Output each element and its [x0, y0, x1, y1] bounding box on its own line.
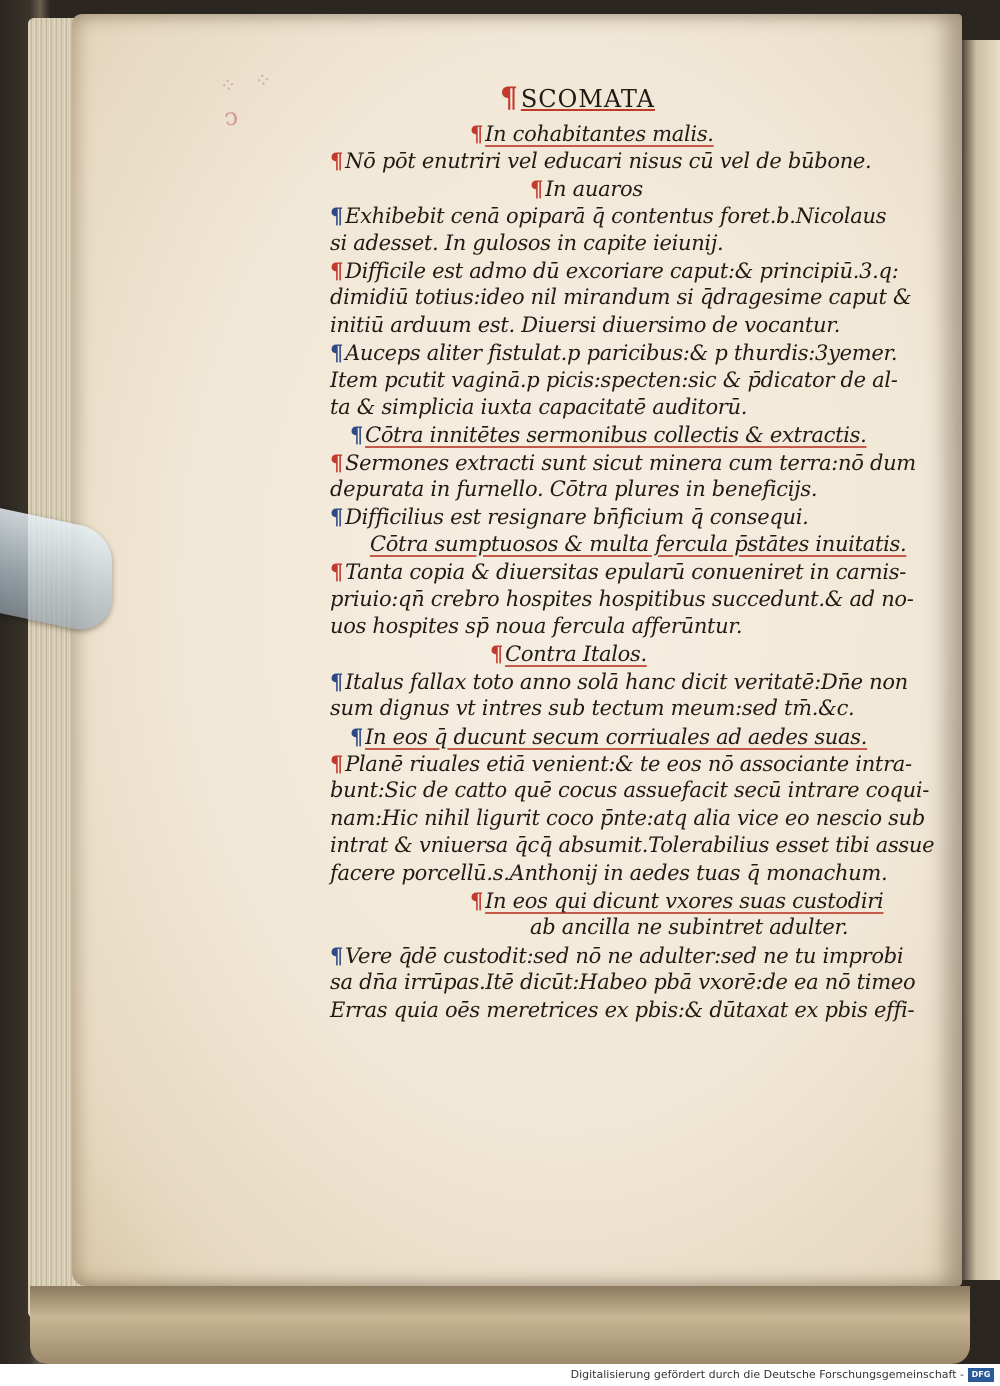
text-line — [310, 449, 916, 476]
text-line-content: nam:Hic nihil ligurit coco p̄nte:atq alia vice eo nescio sub — [330, 805, 926, 830]
text-line-content: Vere q̄dē custodit:sed nō ne adulter:sed ne tu improbi — [345, 943, 904, 968]
text-line-content: Difficile est admo dū excoriare caput:& principiū.3.q: — [345, 258, 899, 283]
text-line — [310, 476, 910, 503]
text-line — [310, 805, 926, 832]
text-line-content: Planē riuales etiā venient:& te eos nō associante intra- — [345, 751, 912, 776]
text-line — [310, 230, 910, 257]
pilcrow-icon: ¶ — [330, 340, 344, 366]
pilcrow-icon: ¶ — [330, 449, 344, 475]
pilcrow-icon: ¶ — [330, 559, 344, 585]
text-line — [310, 640, 910, 667]
facing-page-edge — [960, 40, 1000, 1280]
text-line — [310, 284, 910, 311]
text-line — [310, 175, 910, 202]
text-line — [310, 887, 910, 914]
pilcrow-icon: ¶ — [330, 257, 344, 283]
text-line-content: Sermones extracti sunt sicut minera cum terra:nō dum — [345, 450, 916, 475]
text-line — [310, 914, 910, 941]
text-line — [310, 312, 910, 339]
text-line-content: Cōtra sumptuosos & multa fercula p̄stātes inuitatis. — [370, 531, 907, 556]
text-line-content: In auaros — [545, 176, 643, 201]
footer-bar — [0, 1364, 1000, 1386]
text-line-content: depurata in furnello. Cōtra plures in beneficijs. — [330, 477, 818, 502]
text-line — [310, 750, 910, 777]
text-line-content: Nō pōt enutriri vel educari nisus cū vel de būbone. — [345, 149, 872, 174]
text-line-content: In cohabitantes malis. — [485, 122, 714, 146]
text-line-content: Tanta copia & diuersitas epularū conueniret in carnis- — [345, 560, 907, 585]
pilcrow-icon: ¶ — [330, 668, 344, 694]
text-line-content: si adesset. In gulosos in capite ieiunij. — [330, 230, 724, 255]
dfg-logo: DFG — [968, 1368, 994, 1382]
page-title: ¶SCOMATA — [500, 81, 655, 114]
pilcrow-icon: ¶ — [500, 81, 519, 114]
text-line-content: intrat & vniuersa q̄cq̄ absumit.Tolerabilius esset tibi assue — [330, 833, 935, 858]
pilcrow-icon: ¶ — [330, 148, 344, 174]
text-line-content: sum dignus vt intres sub tectum meum:sed tm̄.&c. — [330, 696, 855, 721]
text-line — [310, 860, 910, 887]
text-line-content: Cōtra innitētes sermonibus collectis & extractis. — [365, 423, 867, 448]
text-line-content: Difficilius est resignare bn̄ficium q̄ consequi. — [345, 505, 809, 530]
text-line — [310, 586, 914, 613]
pilcrow-icon: ¶ — [470, 887, 484, 913]
text-line-content: In eos qui dicunt vxores suas custodiri — [485, 888, 884, 913]
text-line-content: bunt:Sic de catto quē cocus assuefacit secū intrare coqui- — [330, 778, 930, 803]
text-line — [310, 394, 910, 421]
text-line-content: ab ancilla ne subintret adulter. — [530, 915, 849, 940]
text-line — [310, 668, 910, 695]
pilcrow-icon: ¶ — [330, 504, 344, 530]
pilcrow-icon: ¶ — [330, 203, 344, 229]
text-line — [310, 777, 930, 804]
text-line — [310, 723, 910, 750]
binding-bottom — [30, 1286, 970, 1364]
pilcrow-icon: ¶ — [350, 422, 364, 448]
text-line — [310, 997, 915, 1024]
text-line-content: priuio:qn̄ crebro hospites hospitibus succedunt.& ad no- — [330, 586, 914, 611]
pilcrow-icon: ¶ — [490, 641, 504, 667]
text-line-content: facere porcellū.s.Anthonij in aedes tuas q̄ monachum. — [330, 860, 888, 885]
text-line — [310, 339, 910, 366]
text-lines — [310, 120, 935, 1024]
text-line-content: In eos q̄ ducunt secum corriuales ad aedes suas. — [365, 724, 868, 749]
text-line — [310, 531, 910, 558]
text-line-content: dimidiū totius:ideo nil mirandum si q̄dragesime caput & — [330, 285, 912, 310]
pilcrow-icon: ¶ — [470, 121, 484, 146]
pilcrow-icon: ¶ — [530, 175, 544, 201]
page-text — [310, 81, 935, 1024]
text-line-content: uos hospites sp̄ noua fercula afferūntur. — [330, 614, 743, 639]
library-stamp: ⁘ ⁘ ↄ — [218, 66, 279, 132]
text-line-content: Auceps aliter fistulat.p paricibus:& p thurdis:3yemer. — [345, 341, 898, 366]
text-line — [310, 613, 910, 640]
text-line-content: Exhibebit cenā opiparā q̄ contentus foret.b.Nicolaus — [345, 204, 887, 229]
text-line — [310, 695, 910, 722]
text-line — [310, 503, 910, 530]
text-line — [310, 969, 916, 996]
text-line — [310, 147, 910, 174]
text-line — [310, 421, 910, 448]
text-line — [310, 367, 910, 394]
text-line — [310, 202, 910, 229]
text-line-content: Item pcutit vaginā.p picis:specten:sic & p̄dicator de al- — [330, 367, 898, 392]
text-line-content: ta & simplicia iuxta capacitatē auditorū. — [330, 394, 748, 419]
text-line-content: sa dn̄a irrūpas.Itē dicūt:Habeo pbā vxorē:de ea nō timeo — [330, 970, 916, 995]
text-line-content: Erras quia oēs meretrices ex pbis:& dūtaxat ex pbis effi- — [330, 997, 915, 1022]
text-line-content: Italus fallax toto anno solā hanc dicit veritatē:Dn̄e non — [345, 669, 908, 694]
funding-credit: Digitalisierung gefördert durch die Deutsche Forschungsgemeinschaft - — [570, 1368, 964, 1381]
text-line — [310, 558, 910, 585]
text-line — [310, 942, 910, 969]
pilcrow-icon: ¶ — [330, 750, 344, 776]
pilcrow-icon: ¶ — [350, 723, 364, 749]
text-line-content: Contra Italos. — [505, 642, 647, 667]
text-line-content: initiū arduum est. Diuersi diuersimo de vocantur. — [330, 312, 841, 337]
text-line — [310, 257, 910, 284]
text-line — [310, 120, 910, 147]
pilcrow-icon: ¶ — [330, 942, 344, 968]
text-line — [310, 832, 935, 859]
